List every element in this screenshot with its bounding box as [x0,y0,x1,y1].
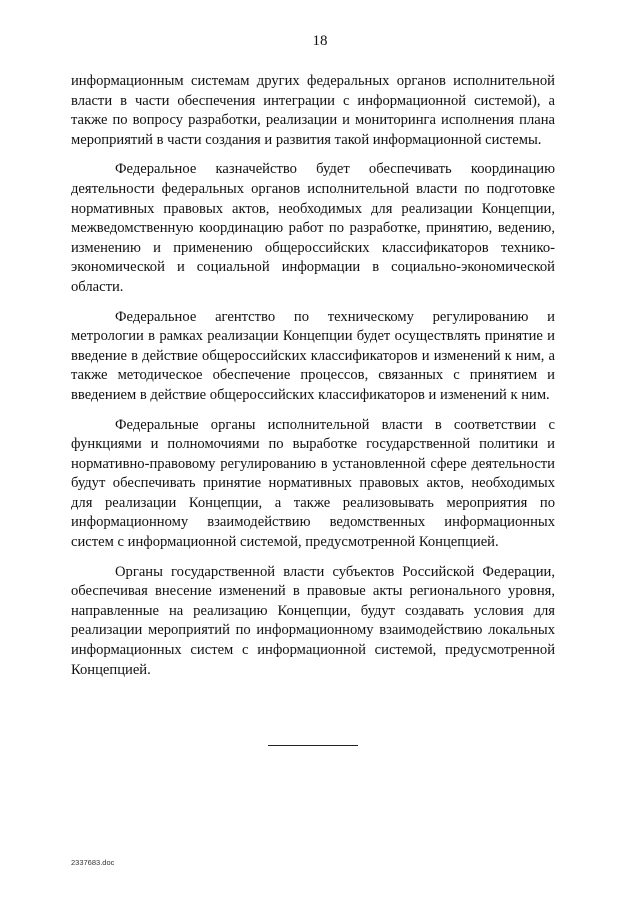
paragraph-federal-bodies: Федеральные органы исполнительной власти в соответствии с функциями и полномочиями по выработке государственной политики и нормативно-правовому регулированию в установленной сфере деятельности будут обеспечивать принятие нормативных правовых актов, необходимых для реализации Концепции, а также реализовывать мероприятия по информационному взаимодействию ведомственных информационных систем с информационной системой, предусмотренной Концепцией. [71,416,555,551]
footer-document-id: 2337683.doc [71,858,115,867]
page-number: 18 [312,33,328,49]
paragraph-regional-bodies: Органы государственной власти субъектов Российской Федерации, обеспечивая внесение изменений в правовые акты регионального уровня, направленные на реализацию Концепции, будут создавать условия для реализации мероприятий по информационному взаимодействию локальных информационных систем с информационной системой, предусмотренной Концепцией. [71,563,555,678]
closing-rule [268,745,358,746]
paragraph-continuation: информационным системам других федеральных органов исполнительной власти в части обеспечения интеграции с информационной системой), а также по вопросу разработки, реализации и мониторинга исполнения плана мероприятий в части создания и развития такой информационной системы. [71,73,555,148]
document-body [71,72,555,690]
paragraph-rosstandart: Федеральное агентство по техническому регулированию и метрологии в рамках реализации Концепции будет осуществлять принятие и введение в действие общероссийских классификаторов и изменений к ним, а также методическое обеспечение процессов, связанных с принятием и введением в действие общероссийских классификаторов и изменений к ним. [71,308,555,403]
paragraph-treasury: Федеральное казначейство будет обеспечивать координацию деятельности федеральных органов исполнительной власти по подготовке нормативных правовых актов, необходимых для реализации Концепции, межведомственную координацию работ по разработке, принятию, ведению, изменению и применению общероссийских классификаторов технико-экономической и социальной информации в социально-экономической области. [71,161,555,295]
